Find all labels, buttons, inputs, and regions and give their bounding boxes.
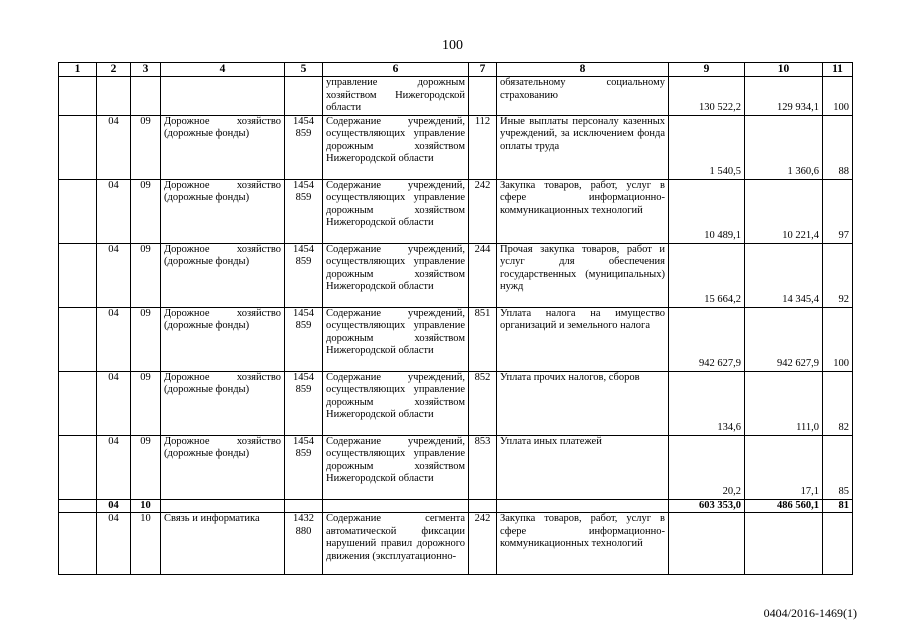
cell-col-2: 04 xyxy=(97,179,131,243)
cell-col-3: 09 xyxy=(131,115,161,179)
cell-col-8: Иные выплаты персоналу казенных учреждений, за исключением фонда оплаты труда xyxy=(497,115,669,179)
cell-col-10: 1 360,6 xyxy=(745,115,823,179)
cell-col-8: Закупка товаров, работ, услуг в сфере информационно-коммуникационных технологий xyxy=(497,513,669,575)
col-header-6: 6 xyxy=(323,63,469,77)
cell-col-10: 129 934,1 xyxy=(745,77,823,116)
cell-col-1 xyxy=(59,243,97,307)
cell-col-9: 942 627,9 xyxy=(669,307,745,371)
header-row xyxy=(59,63,853,77)
cell-col-5: 1454 859 xyxy=(285,243,323,307)
cell-col-5 xyxy=(285,499,323,513)
cell-col-6: Содержание учреждений, осуществляющих управление дорожным хозяйством Нижегородской области xyxy=(323,371,469,435)
cell-col-10: 10 221,4 xyxy=(745,179,823,243)
cell-col-9: 20,2 xyxy=(669,435,745,499)
cell-col-8: Уплата иных платежей xyxy=(497,435,669,499)
cell-col-4: Дорожное хозяйство (дорожные фонды) xyxy=(161,435,285,499)
cell-col-5: 1454 859 xyxy=(285,115,323,179)
cell-col-11: 100 xyxy=(823,307,853,371)
document-code: 0404/2016-1469(1) xyxy=(763,606,857,620)
cell-col-1 xyxy=(59,179,97,243)
col-header-7: 7 xyxy=(469,63,497,77)
cell-col-3: 10 xyxy=(131,499,161,513)
cell-col-3: 09 xyxy=(131,307,161,371)
table-row xyxy=(59,435,853,499)
cell-col-11: 100 xyxy=(823,77,853,116)
cell-col-7: 242 xyxy=(469,179,497,243)
cell-col-8: Закупка товаров, работ, услуг в сфере информационно-коммуникационных технологий xyxy=(497,179,669,243)
cell-col-11: 97 xyxy=(823,179,853,243)
cell-col-11: 85 xyxy=(823,435,853,499)
table-row xyxy=(59,179,853,243)
col-header-5: 5 xyxy=(285,63,323,77)
cell-col-7: 852 xyxy=(469,371,497,435)
cell-col-5 xyxy=(285,77,323,116)
table-row xyxy=(59,115,853,179)
cell-col-6 xyxy=(323,499,469,513)
cell-col-5: 1454 859 xyxy=(285,435,323,499)
cell-col-11: 82 xyxy=(823,371,853,435)
table-row xyxy=(59,371,853,435)
cell-col-4 xyxy=(161,77,285,116)
cell-col-4: Связь и информатика xyxy=(161,513,285,575)
cell-col-4: Дорожное хозяйство (дорожные фонды) xyxy=(161,115,285,179)
cell-col-1 xyxy=(59,115,97,179)
cell-col-9: 134,6 xyxy=(669,371,745,435)
cell-col-7 xyxy=(469,499,497,513)
col-header-1: 1 xyxy=(59,63,97,77)
cell-col-2: 04 xyxy=(97,307,131,371)
cell-col-5: 1454 859 xyxy=(285,307,323,371)
table-row xyxy=(59,307,853,371)
cell-col-9: 603 353,0 xyxy=(669,499,745,513)
col-header-3: 3 xyxy=(131,63,161,77)
col-header-9: 9 xyxy=(669,63,745,77)
cell-col-2: 04 xyxy=(97,243,131,307)
cell-col-1 xyxy=(59,371,97,435)
cell-col-6: Содержание учреждений, осуществляющих управление дорожным хозяйством Нижегородской области xyxy=(323,115,469,179)
cell-col-2: 04 xyxy=(97,371,131,435)
col-header-2: 2 xyxy=(97,63,131,77)
cell-col-8: Уплата налога на имущество организаций и земельного налога xyxy=(497,307,669,371)
cell-col-4 xyxy=(161,499,285,513)
cell-col-7: 853 xyxy=(469,435,497,499)
budget-table xyxy=(58,62,853,575)
cell-col-6: управление дорожным хозяйством Нижегородской области xyxy=(323,77,469,116)
cell-col-4: Дорожное хозяйство (дорожные фонды) xyxy=(161,371,285,435)
cell-col-1 xyxy=(59,499,97,513)
cell-col-8 xyxy=(497,499,669,513)
col-header-4: 4 xyxy=(161,63,285,77)
cell-col-10 xyxy=(745,513,823,575)
cell-col-11: 92 xyxy=(823,243,853,307)
cell-col-10: 14 345,4 xyxy=(745,243,823,307)
cell-col-11: 81 xyxy=(823,499,853,513)
cell-col-10: 17,1 xyxy=(745,435,823,499)
cell-col-2 xyxy=(97,77,131,116)
col-header-8: 8 xyxy=(497,63,669,77)
table-row xyxy=(59,77,853,116)
cell-col-2: 04 xyxy=(97,435,131,499)
cell-col-6: Содержание сегмента автоматической фиксации нарушений правил дорожного движения (эксплуатационно- xyxy=(323,513,469,575)
table-row-total xyxy=(59,499,853,513)
page-number: 100 xyxy=(442,38,463,53)
cell-col-5: 1432 880 xyxy=(285,513,323,575)
cell-col-3: 10 xyxy=(131,513,161,575)
cell-col-9 xyxy=(669,513,745,575)
cell-col-8: обязательному социальному страхованию xyxy=(497,77,669,116)
cell-col-6: Содержание учреждений, осуществляющих управление дорожным хозяйством Нижегородской области xyxy=(323,243,469,307)
cell-col-1 xyxy=(59,307,97,371)
col-header-10: 10 xyxy=(745,63,823,77)
cell-col-7: 244 xyxy=(469,243,497,307)
cell-col-8: Прочая закупка товаров, работ и услуг для обеспечения государственных (муниципальных) нужд xyxy=(497,243,669,307)
cell-col-11 xyxy=(823,513,853,575)
cell-col-8: Уплата прочих налогов, сборов xyxy=(497,371,669,435)
cell-col-6: Содержание учреждений, осуществляющих управление дорожным хозяйством Нижегородской области xyxy=(323,435,469,499)
cell-col-2: 04 xyxy=(97,513,131,575)
table-row xyxy=(59,513,853,575)
cell-col-4: Дорожное хозяйство (дорожные фонды) xyxy=(161,243,285,307)
cell-col-10: 942 627,9 xyxy=(745,307,823,371)
cell-col-11: 88 xyxy=(823,115,853,179)
cell-col-7 xyxy=(469,77,497,116)
cell-col-2: 04 xyxy=(97,115,131,179)
cell-col-6: Содержание учреждений, осуществляющих управление дорожным хозяйством Нижегородской области xyxy=(323,179,469,243)
cell-col-9: 1 540,5 xyxy=(669,115,745,179)
col-header-11: 11 xyxy=(823,63,853,77)
cell-col-7: 851 xyxy=(469,307,497,371)
cell-col-4: Дорожное хозяйство (дорожные фонды) xyxy=(161,179,285,243)
cell-col-5: 1454 859 xyxy=(285,179,323,243)
cell-col-1 xyxy=(59,435,97,499)
cell-col-3 xyxy=(131,77,161,116)
cell-col-1 xyxy=(59,513,97,575)
cell-col-6: Содержание учреждений, осуществляющих управление дорожным хозяйством Нижегородской области xyxy=(323,307,469,371)
cell-col-3: 09 xyxy=(131,435,161,499)
cell-col-10: 111,0 xyxy=(745,371,823,435)
cell-col-4: Дорожное хозяйство (дорожные фонды) xyxy=(161,307,285,371)
cell-col-9: 130 522,2 xyxy=(669,77,745,116)
cell-col-7: 112 xyxy=(469,115,497,179)
cell-col-7: 242 xyxy=(469,513,497,575)
cell-col-9: 15 664,2 xyxy=(669,243,745,307)
cell-col-10: 486 560,1 xyxy=(745,499,823,513)
cell-col-1 xyxy=(59,77,97,116)
cell-col-3: 09 xyxy=(131,243,161,307)
cell-col-3: 09 xyxy=(131,371,161,435)
cell-col-5: 1454 859 xyxy=(285,371,323,435)
cell-col-9: 10 489,1 xyxy=(669,179,745,243)
table-row xyxy=(59,243,853,307)
cell-col-3: 09 xyxy=(131,179,161,243)
cell-col-2: 04 xyxy=(97,499,131,513)
